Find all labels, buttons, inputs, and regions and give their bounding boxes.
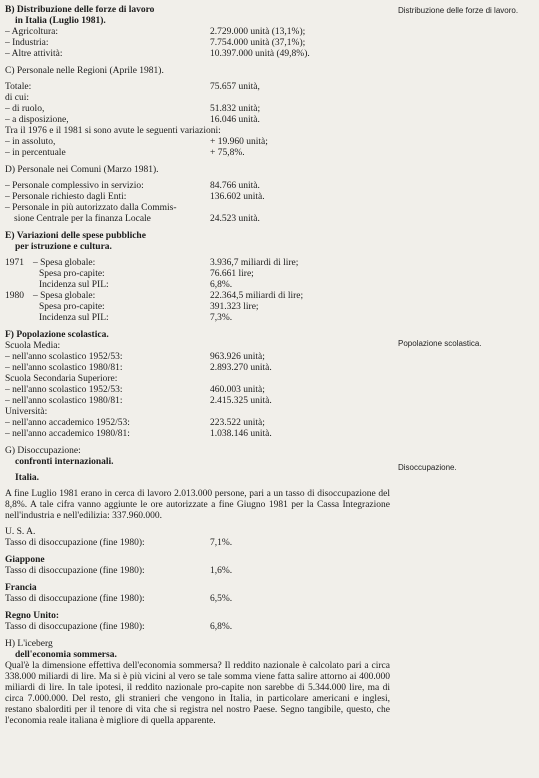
row-value: 7,1%. [210,538,233,548]
school-row [5,396,390,407]
row-label: – Personale in più autorizzato dalla Commis- [5,203,177,213]
row-value: 2.729.000 unità (13,1%); [210,27,306,37]
section-h [5,639,390,727]
regions-dicui: di cui: [5,93,30,103]
row-value: 22.364,5 miliardi di lire; [210,291,304,301]
row-label: – Altre attività: [5,49,63,59]
row-value: 136.602 unità. [210,192,265,202]
regions-variation-text: Tra il 1976 e il 1981 si sono avute le seguenti variazioni: [5,126,221,136]
france-title: Francia [5,583,37,593]
comuni-row [5,181,390,192]
row-value: 391.323 lire; [210,302,259,312]
japan-title: Giappone [5,555,45,565]
section-h-subtitle: dell'economia sommersa. [15,650,117,660]
row-label: – nell'anno scolastico 1952/53: [5,385,123,395]
unemployment-row [5,622,390,633]
row-label: Totale: [5,82,32,92]
row-value: 75.657 unità, [210,82,260,92]
section-g-title: G) Disoccupazione: [5,446,81,456]
labor-row [5,38,390,49]
row-value: 16.046 unità. [210,115,260,125]
regions-row [5,104,390,115]
section-f-title: F) Popolazione scolastica. [5,330,109,340]
school-row [5,385,390,396]
row-label: Tasso di disoccupazione (fine 1980): [5,622,145,632]
sidebar-note-labor: Distribuzione delle forze di lavoro. [398,6,519,15]
regions-row [5,82,390,93]
spending-row [5,280,390,291]
section-d [5,165,390,225]
document-body [5,5,390,733]
section-b-title: B) Distribuzione delle forze di lavoro [5,5,155,15]
row-label: – Industria: [5,38,49,48]
row-value: 84.766 unità. [210,181,260,191]
school-row [5,363,390,374]
unemployment-row [5,594,390,605]
comuni-row [5,214,390,225]
year-label: 1971 [5,258,24,268]
row-value: + 19.960 unità; [210,137,268,147]
section-h-title: H) L'iceberg [5,639,53,649]
row-label: – Personale complessivo in servizio: [5,181,144,191]
section-g-subtitle: confronti internazionali. [15,457,114,467]
row-label: Tasso di disoccupazione (fine 1980): [5,538,145,548]
comuni-row-label-line [5,203,390,214]
row-label: sione Centrale per la finanza Locale [14,214,151,224]
row-label: – nell'anno accademico 1980/81: [5,429,130,439]
row-label: – nell'anno scolastico 1952/53: [5,352,123,362]
iceberg-paragraph: Qual'è la dimensione effettiva dell'economia sommersa? Il reddito nazionale è calcolato pari a circa 338.000 miliardi di lire. Ma si è più vicini al vero se tale somma viene fatta salire attorno ai 400.000 miliardi di lire. In tale ipotesi, il reddito nazionale pro-capite non sarebbe di 5.344.000 lire, ma di circa 7.000.000. Del resto, gli stranieri che vengono in Italia, in particolare americani e inglesi, restano sbalorditi per il tenore di vita che si registra nel nostro Paese. Segno tangibile, questo, che l'economia reale italiana è migliore di quella apparente. [5,661,390,726]
school-group-label: Scuola Media: [5,341,61,351]
school-group-label: Scuola Secondaria Superiore: [5,374,118,384]
italy-paragraph: A fine Luglio 1981 erano in cerca di lavoro 2.013.000 persone, pari a un tasso di disoccupazione del 8,8%. A tale cifra vanno aggiunte le ore autorizzate a fine Giugno 1981 per la Cassa Integrazione nell'industria e nell'edilizia: 337.960.000. [5,489,390,521]
row-value: 1,6%. [210,566,233,576]
regions-row [5,137,390,148]
school-row [5,429,390,440]
row-value: 3.936,7 miliardi di lire; [210,258,299,268]
row-label: – in assoluto, [5,137,56,147]
school-row [5,418,390,429]
section-c [5,66,390,159]
unemployment-row [5,566,390,577]
spending-row [5,291,390,302]
spending-row [5,302,390,313]
school-row [5,352,390,363]
labor-row [5,49,390,60]
row-value: 2.415.325 unità. [210,396,272,406]
labor-row [5,27,390,38]
school-group-label: Università: [5,407,48,417]
row-label: – nell'anno scolastico 1980/81: [5,396,123,406]
sidebar-note-school: Popolazione scolastica. [398,339,482,348]
row-value: 76.661 lire; [210,269,254,279]
section-e-subtitle: per istruzione e cultura. [15,242,112,252]
row-label: – in percentuale [5,148,66,158]
row-label: – di ruolo, [5,104,45,114]
row-value: 6,8%. [210,280,233,290]
row-value: 51.832 unità; [210,104,261,114]
row-value: 1.038.146 unità. [210,429,272,439]
row-value: 6,8%. [210,622,233,632]
row-value: 7.754.000 unità (37,1%); [210,38,306,48]
row-label: – a disposizione, [5,115,69,125]
sidebar-note-unemployment: Disoccupazione. [398,463,457,472]
row-label: – nell'anno scolastico 1980/81: [5,363,123,373]
row-label: Incidenza sul PIL: [39,280,109,290]
section-d-title: D) Personale nei Comuni (Marzo 1981). [5,165,159,175]
section-f [5,330,390,440]
spending-row [5,269,390,280]
section-e [5,231,390,324]
row-value: 6,5%. [210,594,233,604]
uk-title: Regno Unito: [5,611,60,621]
row-label: – Spesa globale: [33,291,96,301]
section-c-title: C) Personale nelle Regioni (Aprile 1981). [5,66,164,76]
regions-row [5,148,390,159]
section-b [5,5,390,60]
row-value: 10.397.000 unità (49,8%). [210,49,310,59]
spending-row [5,258,390,269]
row-value: 460.003 unità; [210,385,265,395]
regions-row [5,115,390,126]
row-label: Tasso di disoccupazione (fine 1980): [5,594,145,604]
row-value: + 75,8%. [210,148,245,158]
usa-title: U. S. A. [5,527,36,537]
row-label: Tasso di disoccupazione (fine 1980): [5,566,145,576]
section-b-subtitle: in Italia (Luglio 1981). [15,16,106,26]
row-value: 2.893.270 unità. [210,363,272,373]
row-label: – nell'anno accademico 1952/53: [5,418,130,428]
row-value: 24.523 unità. [210,214,260,224]
row-value: 223.522 unità; [210,418,265,428]
row-label: Incidenza sul PIL: [39,313,109,323]
row-value: 963.926 unità; [210,352,265,362]
unemployment-row [5,538,390,549]
year-label: 1980 [5,291,24,301]
italy-title: Italia. [15,473,40,483]
row-label: Spesa pro-capite: [39,269,105,279]
comuni-row [5,192,390,203]
row-label: – Spesa globale: [33,258,96,268]
row-label: – Agricoltura: [5,27,59,37]
section-g [5,446,390,633]
row-label: Spesa pro-capite: [39,302,105,312]
spending-row [5,313,390,324]
row-value: 7,3%. [210,313,233,323]
section-e-title: E) Variazioni delle spese pubbliche [5,231,146,241]
row-label: – Personale richiesto dagli Enti: [5,192,127,202]
